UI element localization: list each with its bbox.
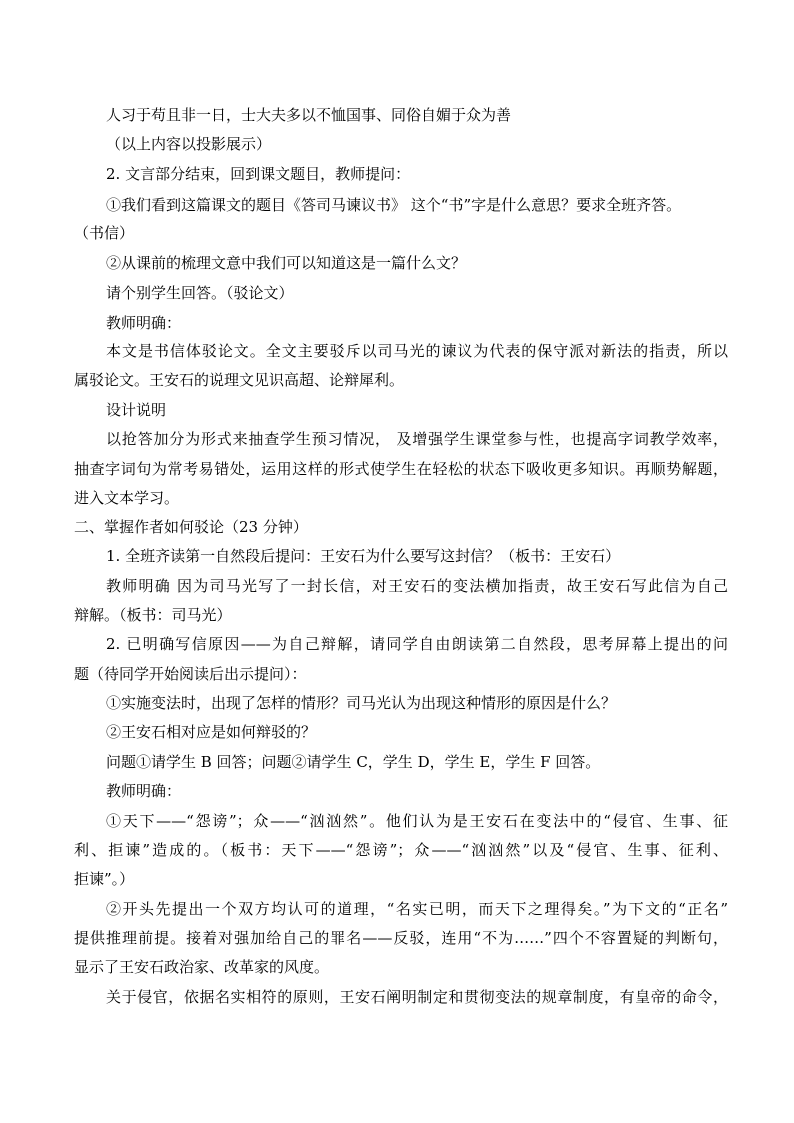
text-line: 问题①请学生 B 回答；问题②请学生 C，学生 D，学生 E，学生 F 回答。 [106,753,601,771]
text-line: 提供推理前提。接着对强加给自己的罪名——反驳，连用“不为……”四个不容置疑的判断句， [74,929,728,947]
text-line: 2. 文言部分结束，回到课文题目，教师提问： [106,165,411,183]
text-line: 1. 全班齐读第一自然段后提问：王安石为什么要写这封信？（板书：王安石） [106,547,621,565]
text-line: 辩解。（板书：司马光） [74,606,232,624]
text-line: 教师明确： [106,314,182,332]
section-heading: 二、掌握作者如何驳论（23 分钟） [74,518,308,536]
text-line: 本文是书信体驳论文。全文主要驳斥以司马光的谏议为代表的保守派对新法的指责，所以 [106,342,728,360]
text-line: 人习于苟且非一日，士大夫多以不恤国事、同俗自媚于众为善 [106,106,512,124]
text-line: 教师明确： [106,782,182,800]
text-line: ①天下——“怨谤”；众——“汹汹然”。他们认为是王安石在变法中的“侵官、生事、征 [106,812,728,830]
text-line: ①我们看到这篇课文的题目《答司马谏议书》 这个“书”字是什么意思？要求全班齐答。 [106,196,682,214]
text-line: ②从课前的梳理文意中我们可以知道这是一篇什么文？ [106,254,467,272]
text-line: （以上内容以投影展示） [106,135,272,153]
text-line: 拒谏”。） [74,870,135,888]
text-line: 显示了王安石政治家、改革家的风度。 [74,958,330,976]
text-line: 进入文本学习。 [74,489,180,507]
text-line: （书信） [74,224,135,242]
text-line: ②开头先提出一个双方均认可的道理，“名实已明，而天下之理得矣。”为下文的“正名” [106,900,728,918]
text-line: 题（待同学开始阅读后出示提问）： [74,665,307,683]
text-line: 请个别学生回答。（驳论文） [106,284,294,302]
text-line: 设计说明 [106,401,167,419]
text-line: 利、拒谏”造成的。（板书：天下——“怨谤”；众——“汹汹然”以及“侵官、生事、征利、 [74,841,728,859]
text-line: ①实施变法时，出现了怎样的情形？司马光认为出现这种情形的原因是什么？ [106,694,617,712]
text-line: 2. 已明确写信原因——为自己辩解，请同学自由朗读第二自然段，思考屏幕上提出的问 [106,635,728,653]
text-line: 以抢答加分为形式来抽查学生预习情况， 及增强学生课堂参与性，也提高字词教学效率， [106,430,728,448]
text-line: ②王安石相对应是如何辩驳的？ [106,723,317,741]
text-line: 属驳论文。王安石的说理文见识高超、论辩犀利。 [74,371,405,389]
text-line: 关于侵官，依据名实相符的原则，王安石阐明制定和贯彻变法的规章制度，有皇帝的命令， [106,988,728,1006]
text-line: 教师明确 因为司马光写了一封长信，对王安石的变法横加指责，故王安石写此信为自己 [106,577,728,595]
text-line: 抽查字词句为常考易错处，运用这样的形式使学生在轻松的状态下吸收更多知识。再顺势解题， [74,460,728,478]
